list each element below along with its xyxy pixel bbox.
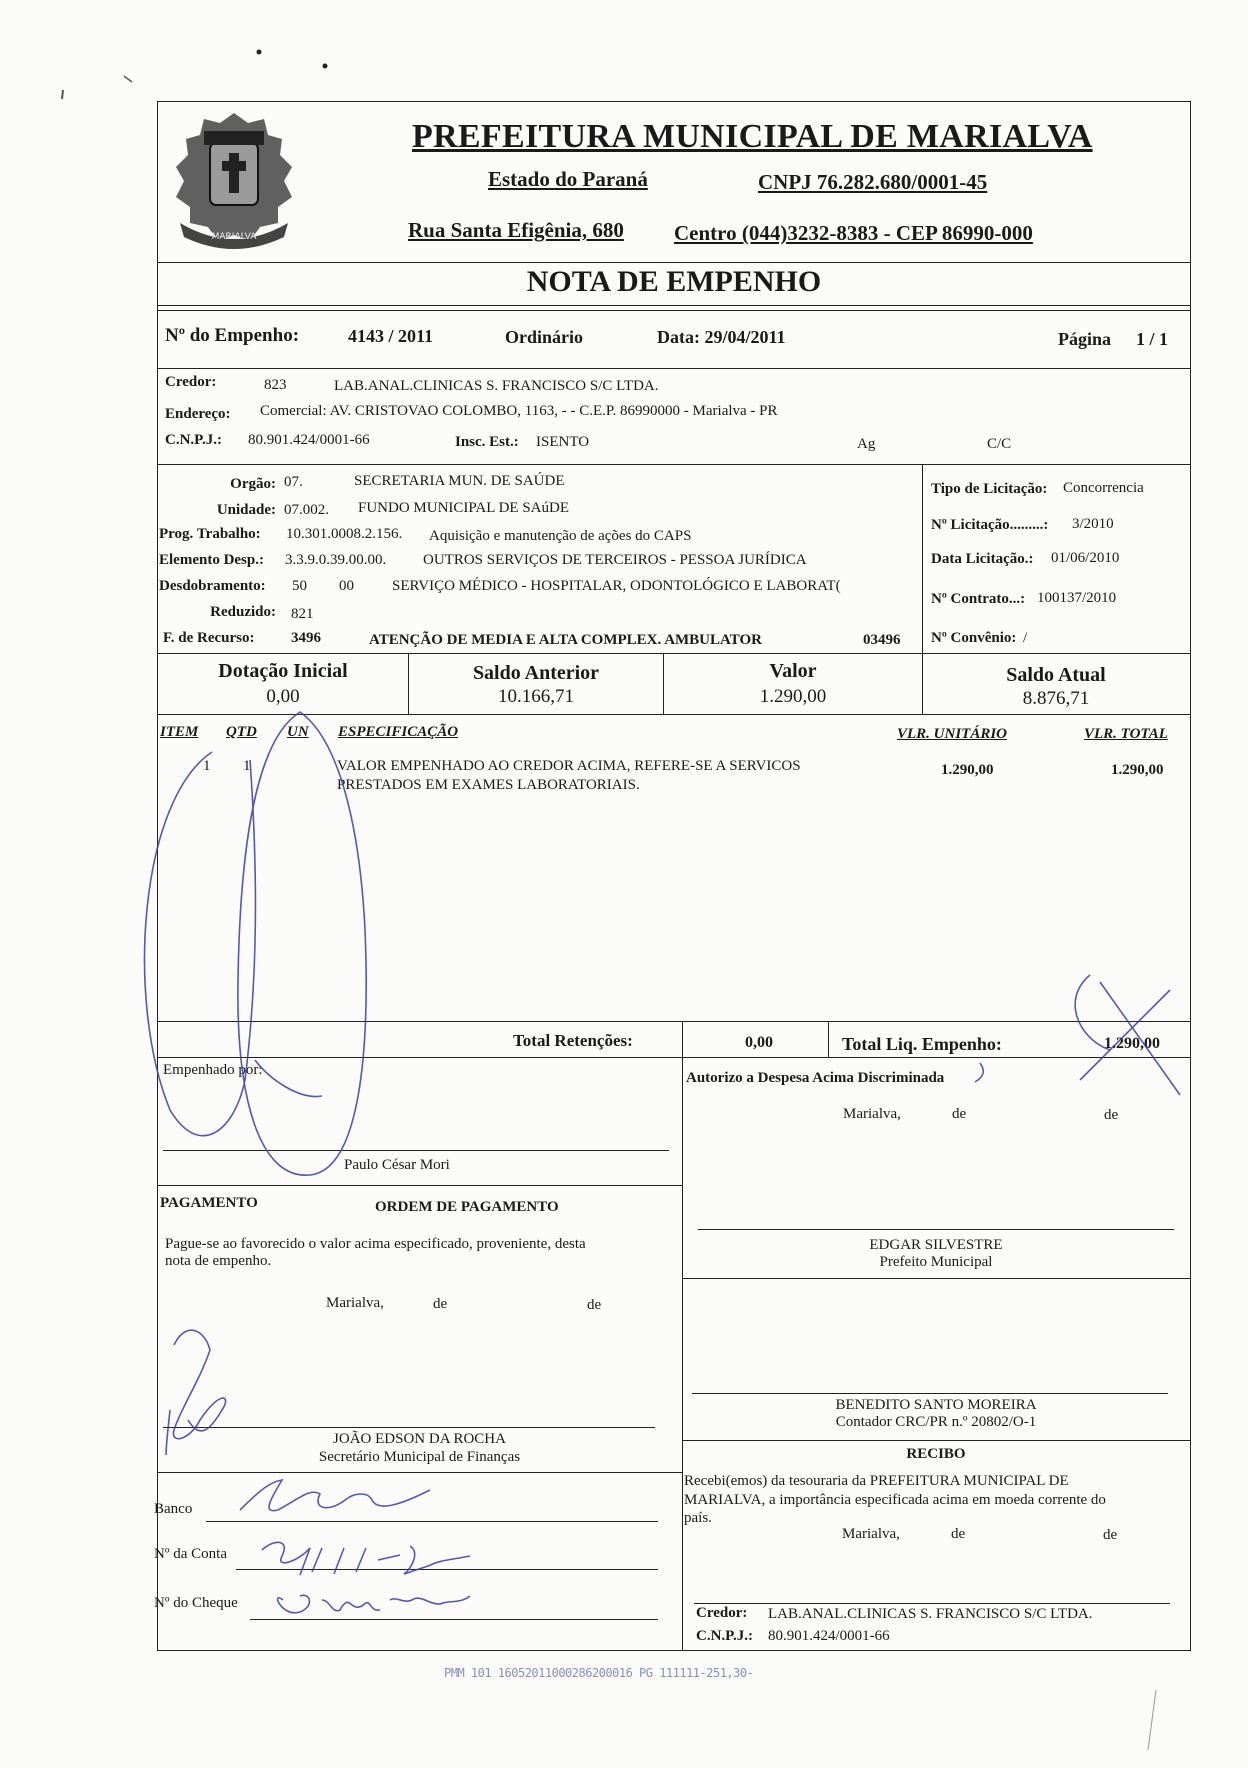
total-retencoes-value: 0,00 — [745, 1034, 773, 1051]
contador-nome: BENEDITO SANTO MOREIRA — [835, 1397, 1037, 1413]
total-retencoes-label: Total Retenções: — [513, 1031, 633, 1050]
prefeito-cargo: Prefeito Municipal — [879, 1254, 993, 1270]
data-licitacao-label: Data Licitação.: — [931, 551, 1034, 567]
autorizo-de1: de — [952, 1106, 967, 1122]
col-item: ITEM — [160, 724, 199, 740]
contrato-value: 100137/2010 — [1037, 590, 1117, 606]
total-liq-label: Total Liq. Empenho: — [842, 1034, 1002, 1054]
credor-cnpj: 80.901.424/0001-66 — [248, 432, 370, 448]
pagamento-texto2: nota de empenho. — [165, 1253, 272, 1269]
saldo-anterior-value: 10.166,71 — [498, 686, 574, 707]
valor-value: 1.290,00 — [759, 686, 827, 707]
contrato-label: Nº Contrato...: — [931, 591, 1026, 607]
tipo-licitacao-label: Tipo de Licitação: — [931, 481, 1048, 497]
recibo-title: RECIBO — [906, 1446, 966, 1462]
footer-code: PMM 101 16052011000286200016 PG 111111-251,30- — [444, 1666, 754, 1680]
recibo-cnpj: 80.901.424/0001-66 — [768, 1628, 890, 1644]
fonte-desc: ATENÇÃO DE MEDIA E ALTA COMPLEX. AMBULATOR — [369, 632, 762, 648]
recibo-cnpj-label: C.N.P.J.: — [696, 1628, 753, 1644]
insc-label: Insc. Est.: — [455, 434, 519, 450]
credor-address: Comercial: AV. CRISTOVAO COLOMBO, 1163, - - C.E.P. 86990000 - Marialva - PR — [260, 403, 778, 419]
orgao-label: Orgão: — [230, 476, 276, 492]
unidade-code: 07.002. — [284, 502, 329, 518]
prog-code: 10.301.0008.2.156. — [286, 526, 403, 542]
credor-name: LAB.ANAL.CLINICAS S. FRANCISCO S/C LTDA. — [334, 378, 659, 394]
prog-label: Prog. Trabalho: — [159, 526, 261, 542]
credor-label: Credor: — [165, 374, 217, 390]
n-licitacao-label: Nº Licitação.........: — [931, 517, 1049, 533]
cc-label: C/C — [987, 436, 1012, 452]
orgao-name: SECRETARIA MUN. DE SAÚDE — [354, 473, 565, 489]
unidade-name: FUNDO MUNICIPAL DE SAúDE — [358, 500, 569, 516]
cnpj-header: CNPJ 76.282.680/0001-45 — [758, 170, 988, 194]
data-licitacao: 01/06/2010 — [1051, 550, 1120, 566]
document-title: NOTA DE EMPENHO — [526, 265, 822, 298]
page-title: PREFEITURA MUNICIPAL DE MARIALVA — [412, 118, 1093, 155]
desdobramento-a: 50 — [292, 578, 307, 594]
col-vlr-total: VLR. TOTAL — [1084, 726, 1168, 742]
desdobramento-b: 00 — [339, 578, 354, 594]
fonte-code: 3496 — [291, 630, 321, 646]
pagamento-de2: de — [587, 1297, 602, 1313]
item-number: 1 — [203, 758, 211, 774]
orgao-code: 07. — [284, 474, 303, 490]
elemento-code: 3.3.9.0.39.00.00. — [285, 552, 387, 568]
n-licitacao: 3/2010 — [1072, 516, 1114, 532]
page-number: 1 / 1 — [1136, 329, 1169, 349]
recibo-de2: de — [1103, 1527, 1118, 1543]
recibo-credor: LAB.ANAL.CLINICAS S. FRANCISCO S/C LTDA. — [768, 1606, 1093, 1622]
page-number-label: Página — [1058, 329, 1112, 349]
prog-desc: Aquisição e manutenção de ações do CAPS — [429, 528, 692, 544]
saldo-atual-value: 8.876,71 — [1022, 688, 1090, 709]
col-qtd: QTD — [226, 724, 257, 740]
item-desc-line1: VALOR EMPENHADO AO CREDOR ACIMA, REFERE-SE A SERVICOS — [337, 758, 801, 774]
empenho-number: 4143 / 2011 — [348, 326, 434, 346]
recibo-line2: MARIALVA, a importância especificada acima em moeda corrente do — [684, 1492, 1106, 1508]
total-liq-value: 1.290,00 — [1104, 1035, 1160, 1052]
recibo-line1: Recebi(emos) da tesouraria da PREFEITURA MUNICIPAL DE — [684, 1473, 1069, 1489]
empenho-date: Data: 29/04/2011 — [657, 327, 786, 347]
pagamento-texto1: Pague-se ao favorecido o valor acima especificado, proveniente, desta — [165, 1236, 586, 1252]
banco-label: Banco — [154, 1501, 193, 1517]
tipo-licitacao: Concorrencia — [1063, 480, 1144, 496]
item-vlr-unitario: 1.290,00 — [941, 762, 994, 778]
contador-cargo: Contador CRC/PR n.º 20802/O-1 — [835, 1414, 1037, 1430]
credor-code: 823 — [264, 377, 287, 393]
item-vlr-total: 1.290,00 — [1111, 762, 1164, 778]
endereco-label: Endereço: — [165, 406, 231, 422]
recibo-de1: de — [951, 1526, 966, 1542]
autorizo-de2: de — [1104, 1107, 1119, 1123]
convenio-label: Nº Convênio: — [931, 630, 1017, 646]
empenhado-nome: Paulo César Mori — [344, 1157, 450, 1173]
ag-label: Ag — [857, 436, 876, 452]
saldo-atual-label: Saldo Atual — [1006, 664, 1106, 686]
col-vlr-unitario: VLR. UNITÁRIO — [897, 726, 1008, 742]
conta-label: Nº da Conta — [154, 1546, 227, 1562]
recibo-line3: país. — [684, 1510, 712, 1526]
autorizo-label: Autorizo a Despesa Acima Discriminada — [686, 1070, 945, 1086]
pagamento-de1: de — [433, 1296, 448, 1312]
recibo-credor-label: Credor: — [696, 1605, 748, 1621]
convenio-value: / — [1023, 630, 1028, 646]
unidade-label: Unidade: — [216, 502, 276, 518]
state-label: Estado do Paraná — [488, 167, 648, 191]
dotacao-inicial-value: 0,00 — [266, 686, 300, 707]
dotacao-inicial-label: Dotação Inicial — [218, 660, 348, 682]
credor-cnpj-label: C.N.P.J.: — [165, 432, 222, 448]
secretario-nome: JOÃO EDSON DA ROCHA — [333, 1431, 506, 1447]
saldo-anterior-label: Saldo Anterior — [472, 662, 600, 684]
prefeito-nome: EDGAR SILVESTRE — [869, 1237, 1003, 1253]
reduzido-label: Reduzido: — [210, 604, 276, 620]
pagamento-label: PAGAMENTO — [160, 1195, 258, 1211]
empenho-number-label: Nº do Empenho: — [165, 325, 300, 346]
recibo-place: Marialva, — [842, 1526, 900, 1542]
pagamento-place: Marialva, — [326, 1295, 384, 1311]
ordem-pagamento-label: ORDEM DE PAGAMENTO — [375, 1199, 559, 1215]
desdobramento-desc: SERVIÇO MÉDICO - HOSPITALAR, ODONTOLÓGICO E LABORAT( — [392, 578, 841, 594]
reduzido-value: 821 — [291, 606, 314, 622]
fonte-code2: 03496 — [863, 632, 901, 648]
item-qtd: 1 — [243, 758, 251, 774]
secretario-cargo: Secretário Municipal de Finanças — [318, 1449, 521, 1465]
desdobramento-label: Desdobramento: — [159, 578, 266, 594]
empenho-type: Ordinário — [505, 327, 584, 347]
valor-label: Valor — [769, 660, 817, 682]
col-especificacao: ESPECIFICAÇÃO — [338, 724, 459, 740]
item-desc-line2: PRESTADOS EM EXAMES LABORATORIAIS. — [337, 777, 640, 793]
address-details: Centro (044)3232-8383 - CEP 86990-000 — [674, 221, 1033, 245]
cheque-label: Nº do Cheque — [154, 1595, 238, 1611]
elemento-label: Elemento Desp.: — [159, 552, 264, 568]
address-label: Rua Santa Efigênia, 680 — [408, 218, 624, 242]
autorizo-place: Marialva, — [843, 1106, 901, 1122]
elemento-desc: OUTROS SERVIÇOS DE TERCEIROS - PESSOA JURÍDICA — [423, 552, 807, 568]
svg-text:MARIALVA: MARIALVA — [211, 232, 257, 242]
fonte-label: F. de Recurso: — [163, 630, 255, 646]
insc-value: ISENTO — [536, 434, 590, 450]
empenhado-label: Empenhado por: — [163, 1062, 263, 1078]
col-un: UN — [287, 724, 309, 740]
